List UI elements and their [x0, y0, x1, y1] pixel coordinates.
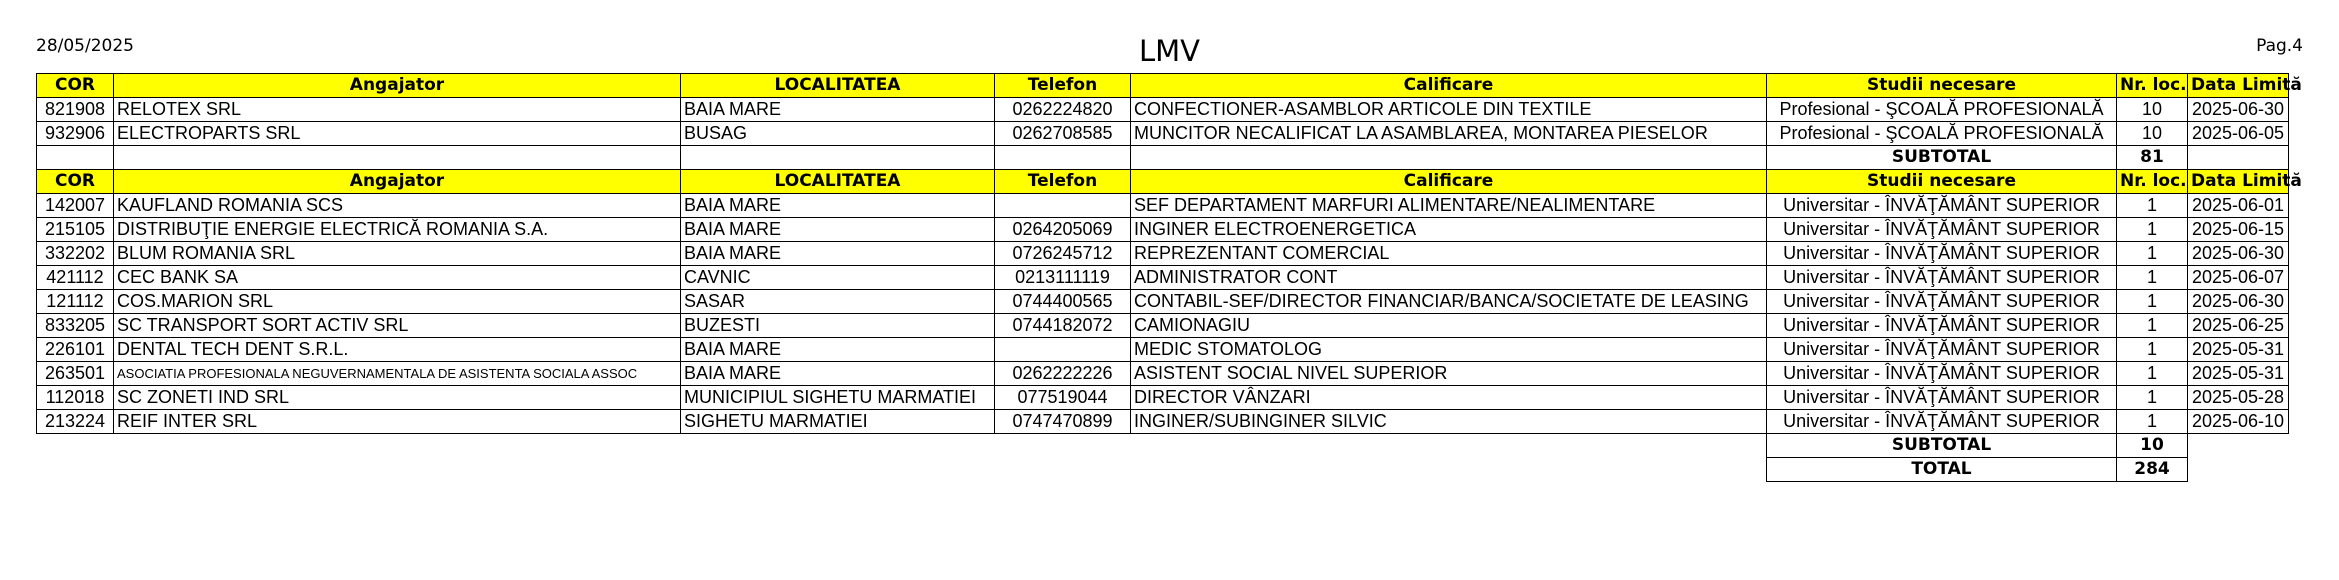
cell-data: 2025-05-31 [2188, 338, 2289, 362]
column-header-angajator: Angajator [114, 170, 681, 194]
cell-data: 2025-06-25 [2188, 314, 2289, 338]
cell-nr: 1 [2117, 410, 2188, 434]
cell-cor: 213224 [37, 410, 114, 434]
table-row [37, 242, 2289, 266]
cell-studii: Universitar - ÎNVĂŢĂMÂNT SUPERIOR [1767, 314, 2117, 338]
cell-calificare: INGINER ELECTROENERGETICA [1131, 218, 1767, 242]
cell-localitate: BAIA MARE [681, 362, 995, 386]
empty-cell [37, 458, 114, 482]
subtotal-label: SUBTOTAL [1767, 434, 2117, 458]
cell-calificare: REPREZENTANT COMERCIAL [1131, 242, 1767, 266]
cell-nr: 1 [2117, 290, 2188, 314]
cell-studii: Universitar - ÎNVĂŢĂMÂNT SUPERIOR [1767, 410, 2117, 434]
cell-localitate: BAIA MARE [681, 98, 995, 122]
cell-cor: 821908 [37, 98, 114, 122]
cell-angajator: DISTRIBUŢIE ENERGIE ELECTRICĂ ROMANIA S.A. [114, 218, 681, 242]
cell-data: 2025-06-30 [2188, 98, 2289, 122]
cell-telefon [995, 194, 1131, 218]
cell-telefon: 077519044 [995, 386, 1131, 410]
cell-angajator: SC ZONETI IND SRL [114, 386, 681, 410]
cell-nr: 1 [2117, 266, 2188, 290]
table-row [37, 386, 2289, 410]
cell-nr: 10 [2117, 98, 2188, 122]
empty-cell [1131, 458, 1767, 482]
cell-studii: Universitar - ÎNVĂŢĂMÂNT SUPERIOR [1767, 194, 2117, 218]
column-header-studii: Studii necesare [1767, 74, 2117, 98]
table-row [37, 290, 2289, 314]
column-header-nr: Nr. loc. [2117, 170, 2188, 194]
cell-calificare: CONTABIL-SEF/DIRECTOR FINANCIAR/BANCA/SOCIETATE DE LEASING [1131, 290, 1767, 314]
cell-telefon: 0264205069 [995, 218, 1131, 242]
cell-studii: Universitar - ÎNVĂŢĂMÂNT SUPERIOR [1767, 362, 2117, 386]
empty-cell [114, 458, 681, 482]
subtotal-value: 10 [2117, 434, 2188, 458]
cell-angajator: BLUM ROMANIA SRL [114, 242, 681, 266]
cell-telefon [995, 338, 1131, 362]
empty-cell [681, 458, 995, 482]
header-row [37, 170, 2289, 194]
cell-data: 2025-06-10 [2188, 410, 2289, 434]
cell-calificare: CAMIONAGIU [1131, 314, 1767, 338]
cell-calificare: MEDIC STOMATOLOG [1131, 338, 1767, 362]
column-header-cor: COR [37, 74, 114, 98]
cell-telefon: 0726245712 [995, 242, 1131, 266]
cell-angajator: CEC BANK SA [114, 266, 681, 290]
cell-localitate: BUZESTI [681, 314, 995, 338]
cell-cor: 215105 [37, 218, 114, 242]
cell-calificare: ASISTENT SOCIAL NIVEL SUPERIOR [1131, 362, 1767, 386]
cell-data: 2025-06-15 [2188, 218, 2289, 242]
cell-telefon: 0744182072 [995, 314, 1131, 338]
cell-nr: 1 [2117, 242, 2188, 266]
total-value: 284 [2117, 458, 2188, 482]
subtotal-value: 81 [2117, 146, 2188, 170]
cell-studii: Universitar - ÎNVĂŢĂMÂNT SUPERIOR [1767, 290, 2117, 314]
cell-cor: 121112 [37, 290, 114, 314]
cell-calificare: MUNCITOR NECALIFICAT LA ASAMBLAREA, MONTAREA PIESELOR [1131, 122, 1767, 146]
cell-angajator: KAUFLAND ROMANIA SCS [114, 194, 681, 218]
column-header-data: Data Limită [2188, 74, 2289, 98]
cell-data: 2025-06-30 [2188, 242, 2289, 266]
table-row [37, 122, 2289, 146]
cell-cor: 142007 [37, 194, 114, 218]
cell-telefon: 0744400565 [995, 290, 1131, 314]
empty-cell [995, 434, 1131, 458]
empty-cell [2188, 458, 2289, 482]
cell-studii: Universitar - ÎNVĂŢĂMÂNT SUPERIOR [1767, 266, 2117, 290]
cell-calificare: INGINER/SUBINGINER SILVIC [1131, 410, 1767, 434]
empty-cell [37, 434, 114, 458]
cell-cor: 833205 [37, 314, 114, 338]
cell-angajator: ELECTROPARTS SRL [114, 122, 681, 146]
cell-studii: Universitar - ÎNVĂŢĂMÂNT SUPERIOR [1767, 218, 2117, 242]
cell-angajator: RELOTEX SRL [114, 98, 681, 122]
cell-studii: Universitar - ÎNVĂŢĂMÂNT SUPERIOR [1767, 242, 2117, 266]
page-number: Pag.4 [2256, 36, 2303, 56]
cell-localitate: BAIA MARE [681, 218, 995, 242]
cell-nr: 1 [2117, 386, 2188, 410]
cell-telefon: 0213111119 [995, 266, 1131, 290]
cell-angajator: COS.MARION SRL [114, 290, 681, 314]
cell-telefon: 0747470899 [995, 410, 1131, 434]
empty-cell [681, 146, 995, 170]
column-header-nr: Nr. loc. [2117, 74, 2188, 98]
cell-studii: Profesional - ŞCOALĂ PROFESIONALĂ [1767, 98, 2117, 122]
table-row [37, 362, 2289, 386]
cell-localitate: SIGHETU MARMATIEI [681, 410, 995, 434]
cell-telefon: 0262708585 [995, 122, 1131, 146]
cell-cor: 421112 [37, 266, 114, 290]
report-title: LMV [1138, 34, 1201, 68]
column-header-telefon: Telefon [995, 170, 1131, 194]
cell-cor: 112018 [37, 386, 114, 410]
column-header-telefon: Telefon [995, 74, 1131, 98]
column-header-studii: Studii necesare [1767, 170, 2117, 194]
cell-nr: 10 [2117, 122, 2188, 146]
jobs-table [36, 73, 2302, 482]
cell-nr: 1 [2117, 314, 2188, 338]
empty-cell [37, 146, 114, 170]
cell-data: 2025-06-30 [2188, 290, 2289, 314]
cell-angajator: SC TRANSPORT SORT ACTIV SRL [114, 314, 681, 338]
cell-telefon: 0262224820 [995, 98, 1131, 122]
column-header-cor: COR [37, 170, 114, 194]
cell-nr: 1 [2117, 194, 2188, 218]
cell-cor: 226101 [37, 338, 114, 362]
empty-cell [995, 458, 1131, 482]
cell-localitate: CAVNIC [681, 266, 995, 290]
cell-calificare: CONFECTIONER-ASAMBLOR ARTICOLE DIN TEXTILE [1131, 98, 1767, 122]
cell-localitate: BAIA MARE [681, 242, 995, 266]
cell-localitate: BAIA MARE [681, 338, 995, 362]
column-header-localitate: LOCALITATEA [681, 74, 995, 98]
empty-cell [2188, 146, 2289, 170]
table-row [37, 410, 2289, 434]
cell-studii: Universitar - ÎNVĂŢĂMÂNT SUPERIOR [1767, 386, 2117, 410]
cell-studii: Profesional - ŞCOALĂ PROFESIONALĂ [1767, 122, 2117, 146]
cell-localitate: SASAR [681, 290, 995, 314]
cell-telefon: 0262222226 [995, 362, 1131, 386]
cell-localitate: BUSAG [681, 122, 995, 146]
subtotal-row [37, 146, 2289, 170]
empty-cell [114, 434, 681, 458]
table-row [37, 98, 2289, 122]
cell-calificare: DIRECTOR VÂNZARI [1131, 386, 1767, 410]
cell-data: 2025-06-01 [2188, 194, 2289, 218]
column-header-localitate: LOCALITATEA [681, 170, 995, 194]
header-row [37, 74, 2289, 98]
cell-data: 2025-05-31 [2188, 362, 2289, 386]
cell-nr: 1 [2117, 338, 2188, 362]
empty-cell [995, 146, 1131, 170]
cell-calificare: SEF DEPARTAMENT MARFURI ALIMENTARE/NEALIMENTARE [1131, 194, 1767, 218]
cell-cor: 932906 [37, 122, 114, 146]
cell-localitate: BAIA MARE [681, 194, 995, 218]
column-header-data: Data Limită [2188, 170, 2289, 194]
cell-cor: 263501 [37, 362, 114, 386]
cell-nr: 1 [2117, 362, 2188, 386]
subtotal-row [37, 434, 2289, 458]
table-row [37, 266, 2289, 290]
subtotal-label: SUBTOTAL [1767, 146, 2117, 170]
empty-cell [1131, 434, 1767, 458]
total-label: TOTAL [1767, 458, 2117, 482]
empty-cell [1131, 146, 1767, 170]
table-row [37, 218, 2289, 242]
cell-studii: Universitar - ÎNVĂŢĂMÂNT SUPERIOR [1767, 338, 2117, 362]
column-header-calificare: Calificare [1131, 74, 1767, 98]
table-row [37, 314, 2289, 338]
cell-data: 2025-05-28 [2188, 386, 2289, 410]
cell-angajator: ASOCIATIA PROFESIONALA NEGUVERNAMENTALA DE ASISTENTA SOCIALA ASSOC [114, 362, 681, 386]
column-header-angajator: Angajator [114, 74, 681, 98]
cell-cor: 332202 [37, 242, 114, 266]
empty-cell [2188, 434, 2289, 458]
table-row [37, 338, 2289, 362]
cell-data: 2025-06-05 [2188, 122, 2289, 146]
cell-nr: 1 [2117, 218, 2188, 242]
cell-calificare: ADMINISTRATOR CONT [1131, 266, 1767, 290]
cell-localitate: MUNICIPIUL SIGHETU MARMATIEI [681, 386, 995, 410]
column-header-calificare: Calificare [1131, 170, 1767, 194]
report-date: 28/05/2025 [36, 36, 134, 56]
total-row [37, 458, 2289, 482]
empty-cell [114, 146, 681, 170]
cell-angajator: DENTAL TECH DENT S.R.L. [114, 338, 681, 362]
cell-angajator: REIF INTER SRL [114, 410, 681, 434]
cell-data: 2025-06-07 [2188, 266, 2289, 290]
table-row [37, 194, 2289, 218]
empty-cell [681, 434, 995, 458]
